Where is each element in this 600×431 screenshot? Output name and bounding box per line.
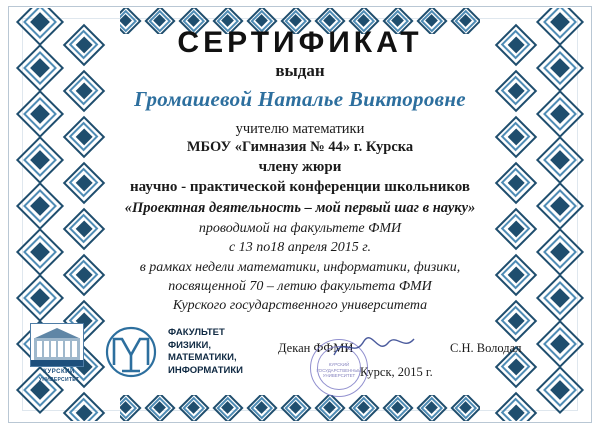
official-stamp xyxy=(310,339,368,397)
recipient-role: учителю математики xyxy=(235,121,365,137)
faculty-line-1: ФИЗИКИ, xyxy=(168,339,211,351)
event-line: научно - практической конференции школьников xyxy=(129,179,471,196)
recipient-name: Громашевой Наталье Викторовне xyxy=(134,87,466,111)
faculty-line-0: ФАКУЛЬТЕТ xyxy=(168,327,225,338)
stamp-text: КУРСКИЙ ГОСУДАРСТВЕННЫЙ УНИВЕРСИТЕТ xyxy=(316,362,362,378)
event-title: «Проектная деятельность – мой первый шаг в науку» xyxy=(124,200,476,217)
university-building-icon xyxy=(30,323,84,367)
faculty-line-2: МАТЕМАТИКИ, xyxy=(168,352,237,364)
place-and-date: Курск, 2015 г. xyxy=(360,365,433,379)
decorative-strip-bottom xyxy=(120,395,480,421)
faculty-monogram-icon xyxy=(102,325,160,381)
dean-label: Декан ФФМИ xyxy=(278,341,354,355)
dates-line: с 13 по18 апреля 2015 г. xyxy=(229,240,371,256)
faculty-line-3: ИНФОРМАТИКИ xyxy=(168,364,243,376)
recipient-organization: МБОУ «Гимназия № 44» г. Курска xyxy=(186,139,414,156)
building-illustration xyxy=(31,324,83,366)
logo-caption-line-2: УНИВЕРСИТЕТ xyxy=(38,377,80,383)
context-line-1: в рамках недели математики, информатики, физики, xyxy=(139,259,461,275)
logo-caption-line-1: КУРСКИЙ xyxy=(43,369,75,375)
signer-name: С.Н. Володал xyxy=(450,341,522,355)
context-line-3: Курского государственного университета xyxy=(172,297,428,313)
faculty-name xyxy=(168,327,243,377)
certificate-footer xyxy=(30,323,570,393)
jury-line: члену жюри xyxy=(258,159,342,176)
context-line-2: посвященной 70 – летию факультета ФМИ xyxy=(168,278,432,294)
university-logo xyxy=(30,323,88,383)
certificate-title: СЕРТИФИКАТ xyxy=(177,26,423,59)
certificate-content xyxy=(90,26,510,316)
held-line: проводимой на факультете ФМИ xyxy=(198,221,402,237)
issued-word: выдан xyxy=(275,61,325,80)
